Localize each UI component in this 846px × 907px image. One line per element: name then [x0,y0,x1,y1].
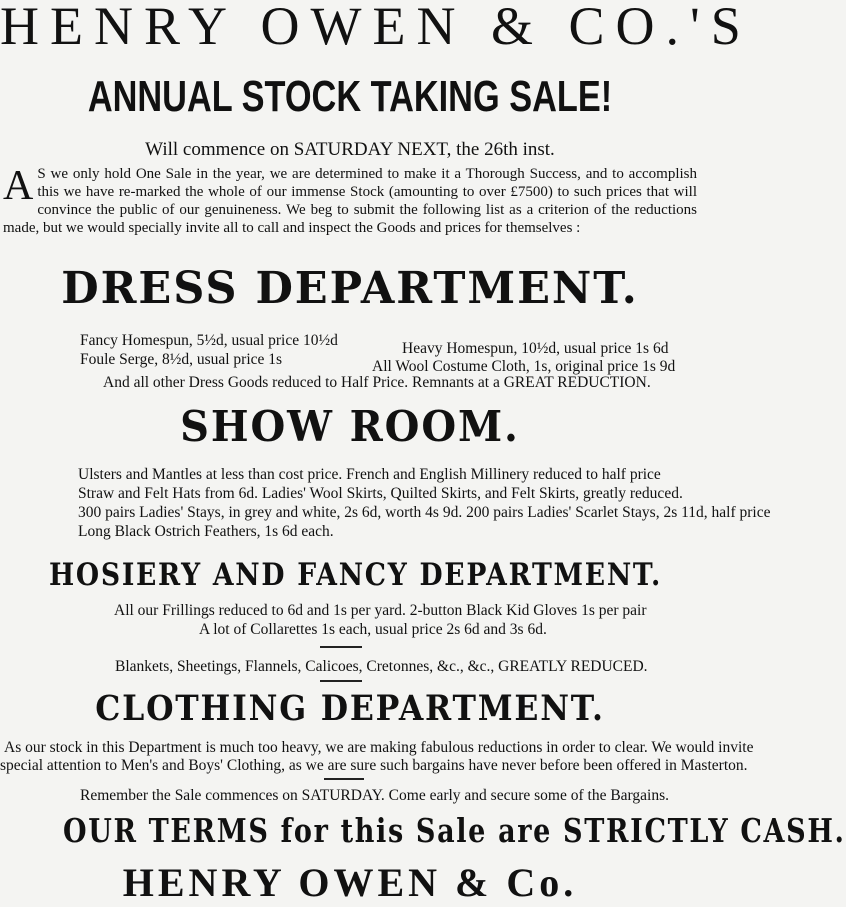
sale-title: ANNUAL STOCK TAKING SALE! [87,72,613,121]
dress-item: Foule Serge, 8½d, usual price 1s [80,351,283,368]
divider [320,680,362,682]
masthead: HENRY OWEN & CO.'S [0,0,752,56]
remember-line: Remember the Sale commences on SATURDAY. Come early and secure some of the Bargains. [80,787,670,804]
clothing-text: As our stock in this Department is much too heavy, we are making fabulous reductions in order to clear. We would invite [4,739,754,756]
intro-text: S we only hold One Sale in the year, we are determined to make it a Thorough Success, and to accomplish this we have re-marked the whole of our immense Stock (amounting to over £7500) to such prices that will convince the public of our genuineness. We beg to submit the following list as a criterion of the reductions made, but we would specially invite all to call and inspect the Goods and prices for themselves : [3,166,697,236]
showroom-item: Ulsters and Mantles at less than cost price. French and English Millinery reduced to half price [78,466,661,483]
showroom-item: 300 pairs Ladies' Stays, in grey and white, 2s 6d, worth 4s 9d. 200 pairs Ladies' Scarlet Stays, 2s 11d, half price [78,504,771,521]
showroom-item: Straw and Felt Hats from 6d. Ladies' Wool Skirts, Quilted Skirts, and Felt Skirts, greatly reduced. [78,485,683,502]
dress-note: And all other Dress Goods reduced to Half Price. Remnants at a GREAT REDUCTION. [103,374,651,391]
clothing-text: special attention to Men's and Boys' Clothing, as we are sure such bargains have never before been offered in Masterton. [0,757,748,774]
sale-date-line: Will commence on SATURDAY NEXT, the 26th inst. [145,139,555,160]
signature: HENRY OWEN & Co. [122,860,578,905]
intro-paragraph [3,165,697,237]
terms-line: OUR TERMS for this Sale are STRICTLY CASH. [63,811,846,850]
hosiery-item: A lot of Collarettes 1s each, usual price 2s 6d and 3s 6d. [199,621,547,638]
showroom-item: Long Black Ostrich Feathers, 1s 6d each. [78,523,334,540]
intro-dropcap: A [3,163,34,209]
divider [324,778,364,780]
dress-item: Fancy Homespun, 5½d, usual price 10½d [80,332,338,349]
clothing-department-heading: CLOTHING DEPARTMENT. [95,688,605,729]
hosiery-item: All our Frillings reduced to 6d and 1s per yard. 2-button Black Kid Gloves 1s per pair [114,602,647,619]
hosiery-department-heading: HOSIERY AND FANCY DEPARTMENT. [49,557,663,593]
dress-item: All Wool Costume Cloth, 1s, original price 1s 9d [372,358,676,375]
show-room-heading: SHOW ROOM. [180,402,520,451]
dress-item: Heavy Homespun, 10½d, usual price 1s 6d [402,340,669,357]
divider [320,646,362,648]
dress-department-heading: DRESS DEPARTMENT. [61,263,639,314]
blankets-line: Blankets, Sheetings, Flannels, Calicoes, Cretonnes, &c., &c., GREATLY REDUCED. [115,658,648,675]
